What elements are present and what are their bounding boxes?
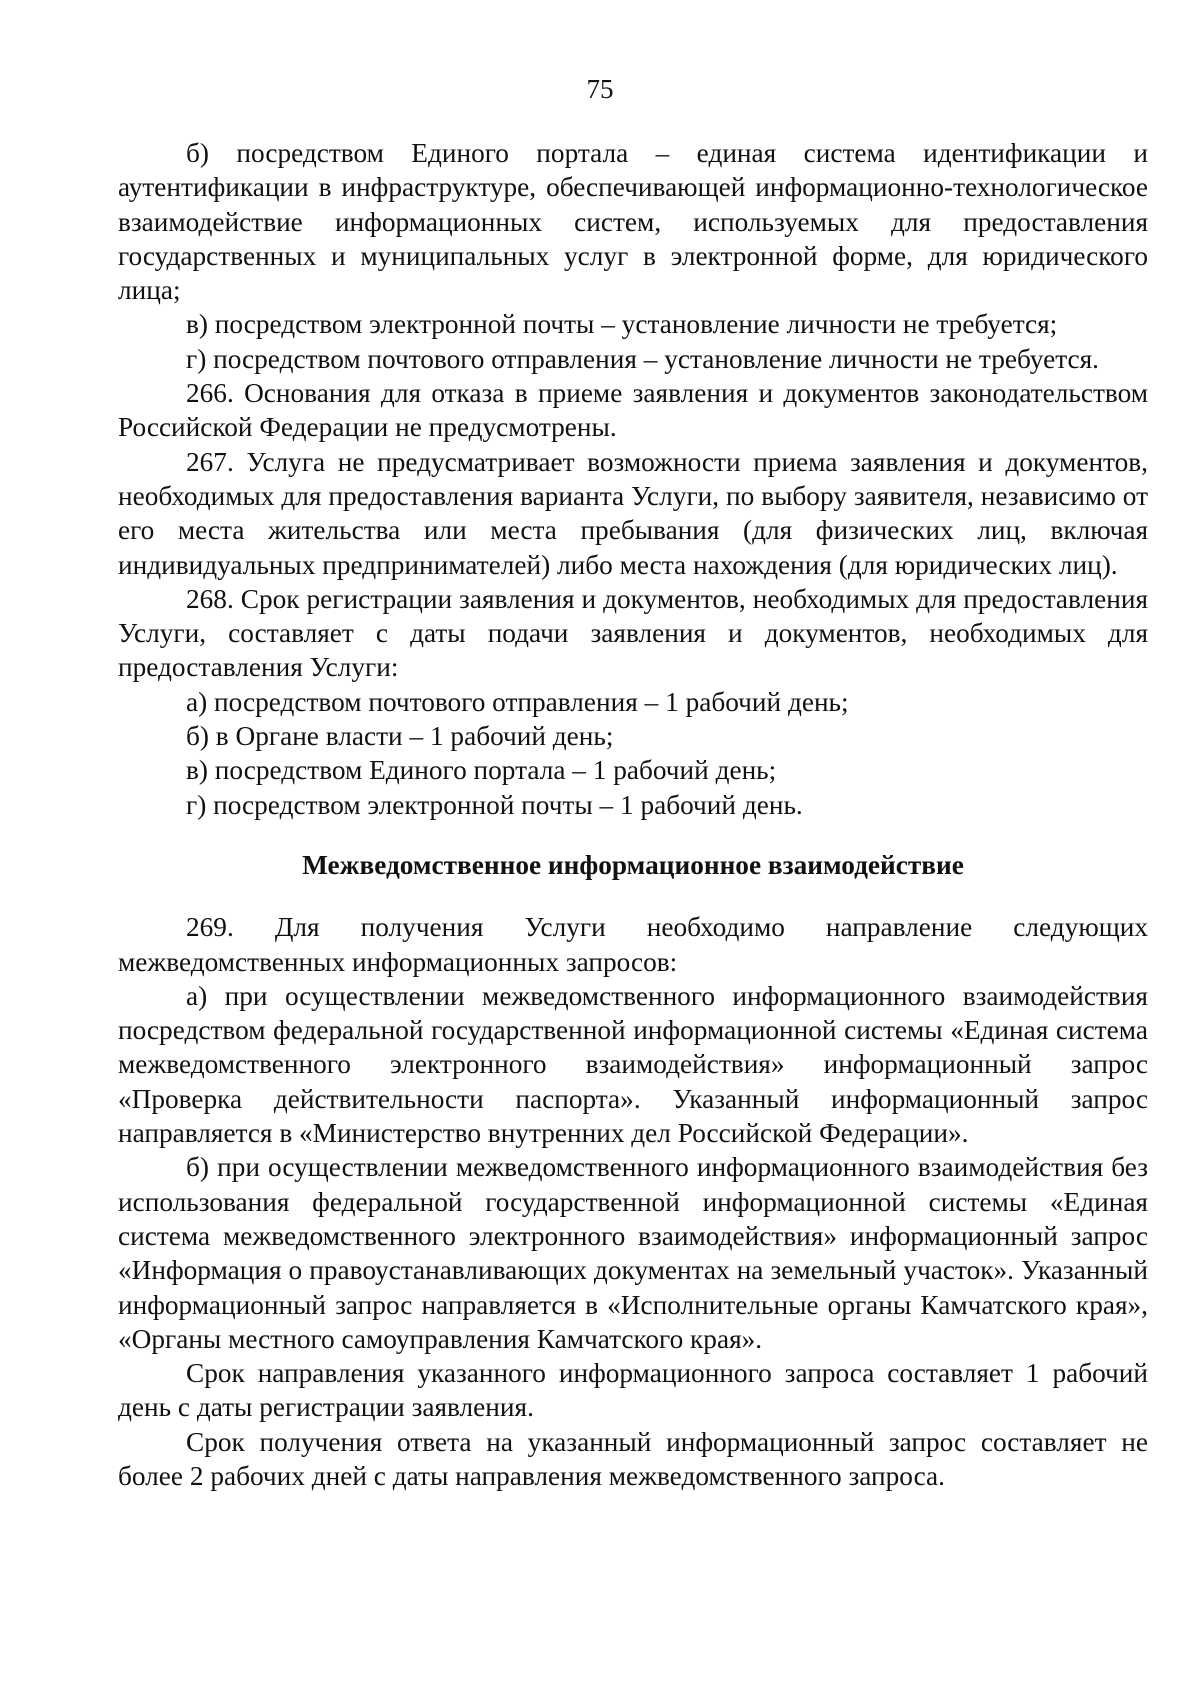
paragraph-269: 269. Для получения Услуги необходимо направление следующих межведомственных информационных запросов:: [118, 912, 1148, 977]
section-heading: Межведомственное информационное взаимодействие: [302, 849, 964, 880]
paragraph-g-post-identification: г) посредством почтового отправления – установление личности не требуется.: [186, 343, 1099, 374]
paragraph-b-portal-identification: б) посредством Единого портала – единая система идентификации и аутентификации в инфраструктуре, обеспечивающей информационно-технологическое взаимодействие информационных систем, используемых для предоставления государственных и муниципальных услуг в электронной форме, для юридического лица;: [118, 138, 1148, 306]
paragraph-267: 267. Услуга не предусматривает возможности приема заявления и документов, необходимых для предоставления варианта Услуги, по выбору заявителя, независимо от его места жительства или места пребывания (для физических лиц, включая индивидуальных предпринимателей) либо места нахождения (для юридических лиц).: [118, 446, 1148, 580]
document-body: [118, 136, 1148, 1493]
paragraph-268-g: г) посредством электронной почты – 1 рабочий день.: [186, 789, 803, 820]
paragraph-268-a: а) посредством почтового отправления – 1 рабочий день;: [186, 686, 849, 717]
paragraph-v-email-identification: в) посредством электронной почты – установление личности не требуется;: [186, 309, 1058, 340]
paragraph-268-b: б) в Органе власти – 1 рабочий день;: [186, 721, 614, 752]
paragraph-266: 266. Основания для отказа в приеме заявления и документов законодательством Российской Федерации не предусмотрены.: [118, 378, 1148, 443]
paragraph-268: 268. Срок регистрации заявления и документов, необходимых для предоставления Услуги, составляет с даты подачи заявления и документов, необходимых для предоставления Услуги:: [118, 583, 1148, 683]
paragraph-268-v: в) посредством Единого портала – 1 рабочий день;: [186, 755, 777, 786]
page-number: 75: [586, 74, 614, 104]
paragraph-269-b: б) при осуществлении межведомственного информационного взаимодействия без использования федеральной государственной информационной системы «Единая система межведомственного электронного взаимодействия» информационный запрос «Информация о правоустанавливающих документах на земельный участок». Указанный информационный запрос направляется в «Исполнительные органы Камчатского края», «Органы местного самоуправления Камчатского края».: [118, 1152, 1148, 1354]
paragraph-request-send-term: Срок направления указанного информационного запроса составляет 1 рабочий день с даты регистрации заявления.: [118, 1358, 1148, 1423]
paragraph-269-a: а) при осуществлении межведомственного информационного взаимодействия посредством федеральной государственной информационной системы «Единая система межведомственного электронного взаимодействия» информационный запрос «Проверка действительности паспорта». Указанный информационный запрос направляется в «Министерство внутренних дел Российской Федерации».: [118, 980, 1148, 1149]
paragraph-response-term: Срок получения ответа на указанный информационный запрос составляет не более 2 рабочих дней с даты направления межведомственного запроса.: [118, 1426, 1148, 1491]
